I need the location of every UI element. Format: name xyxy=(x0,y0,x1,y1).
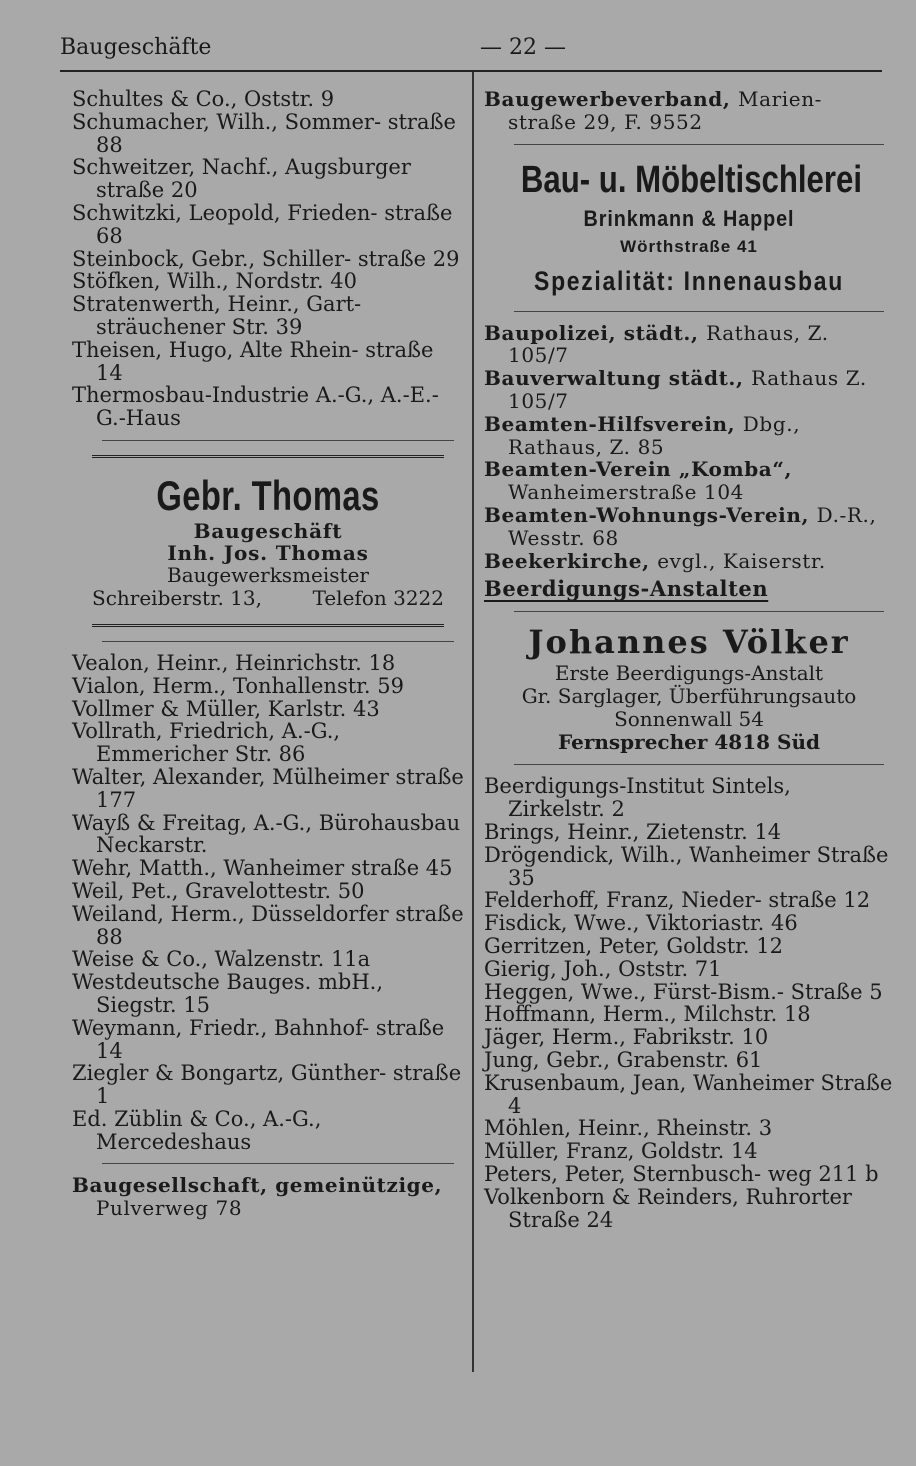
list-item: Fisdick, Wwe., Viktoriastr. 46 xyxy=(484,911,798,936)
list-item: Ed. Züblin & Co., A.-G., Mercedeshaus xyxy=(72,1106,322,1154)
list-item: Stratenwerth, Heinr., Gart- sträuchener Str. 39 xyxy=(72,292,362,339)
entry-list-top xyxy=(72,88,464,430)
ad-phone: Telefon 3222 xyxy=(312,585,444,610)
list-item: Weil, Pet., Gravelottestr. 50 xyxy=(72,878,365,903)
list-item xyxy=(484,550,894,573)
list-item: Ziegler & Bongartz, Günther- straße 1 xyxy=(72,1061,462,1109)
list-item: Westdeutsche Bauges. mbH., Siegstr. 15 xyxy=(72,970,384,1017)
entry-name: Baugewerbeverband, xyxy=(484,87,731,111)
entry-detail: Marien- straße 29, F. 9552 xyxy=(508,87,823,134)
entry-name: Beamten-Hilfsverein, xyxy=(484,411,736,436)
list-item xyxy=(484,458,894,504)
ad-line: Erste Beerdigungs-Anstalt xyxy=(554,661,824,686)
ad-moebeltischlerei xyxy=(484,155,894,301)
list-item: Vealon, Heinr., Heinrichstr. 18 xyxy=(72,650,396,675)
ad-owner: Inh. Jos. Thomas xyxy=(167,540,369,565)
list-item xyxy=(484,504,894,550)
entry-detail: evgl., Kaiserstr. xyxy=(657,548,826,573)
ad-border-bottom xyxy=(92,624,444,627)
ad-line: Gr. Sarglager, Überführungsauto xyxy=(521,684,857,709)
list-item: Schumacher, Wilh., Sommer- straße 88 xyxy=(72,109,456,157)
ad-gebr-thomas xyxy=(72,472,464,610)
ad-owners: Brinkmann & Happel xyxy=(583,205,795,231)
entry-detail: Rathaus, Z. 105/7 xyxy=(508,320,829,368)
list-item: Schwitzki, Leopold, Frieden- straße 68 xyxy=(72,200,453,248)
list-item: Drögendick, Wilh., Wanheimer Straße 35 xyxy=(484,842,889,890)
list-item: Vollmer & Müller, Karlstr. 43 xyxy=(72,696,380,721)
entry-detail: D.-R., Wesstr. 68 xyxy=(508,502,877,550)
list-item: Peters, Peter, Sternbusch- weg 211 b xyxy=(484,1161,879,1186)
ad-title: Johannes Völker xyxy=(528,623,850,662)
list-item: Brings, Heinr., Zietenstr. 14 xyxy=(484,819,782,844)
entry-detail: Pulverweg 78 xyxy=(96,1196,243,1221)
list-item: Wayß & Freitag, A.-G., Bürohausbau Neckarstr. xyxy=(72,810,461,858)
list-item xyxy=(484,322,894,368)
entry-list-bottom xyxy=(72,652,464,1154)
footer-entry xyxy=(72,1174,464,1220)
list-item xyxy=(484,88,894,134)
ad-address: Wörthstraße 41 xyxy=(620,236,758,256)
list-item xyxy=(484,413,894,459)
ad-line: Sonnenwall 54 xyxy=(614,707,764,732)
list-item: Walter, Alexander, Mülheimer straße 177 xyxy=(72,764,464,812)
list-item: Schweitzer, Nachf., Augsburger straße 20 xyxy=(72,155,411,203)
ad-phone: Fernsprecher 4818 Süd xyxy=(558,730,820,755)
ad-address-line xyxy=(72,586,464,610)
list-item: Weiland, Herm., Düsseldorfer straße 88 xyxy=(72,901,464,949)
list-item: Heggen, Wwe., Fürst-Bism.- Straße 5 xyxy=(484,979,883,1004)
entry-name: Bauverwaltung städt., xyxy=(484,366,744,391)
bold-entry-list xyxy=(484,322,894,573)
entry-name: Baugesellschaft, gemeinützige, xyxy=(72,1173,443,1198)
page-header xyxy=(60,30,882,70)
list-item: Beerdigungs-Institut Sintels, Zirkelstr. 2 xyxy=(484,774,791,822)
list-item: Volkenborn & Reinders, Ruhrorter Straße 24 xyxy=(484,1184,852,1232)
ad-title: Bau- u. Möbeltischlerei xyxy=(520,158,862,201)
right-column xyxy=(484,88,894,1231)
list-item xyxy=(484,367,894,413)
entry-detail: Wanheimerstraße 104 xyxy=(508,480,745,505)
page-number: — 22 — xyxy=(480,35,566,60)
ad-border-top xyxy=(92,455,444,458)
ad-business: Baugeschäft xyxy=(193,518,343,543)
separator xyxy=(514,764,884,765)
list-item: Müller, Franz, Goldstr. 14 xyxy=(484,1139,758,1164)
list-item: Weymann, Friedr., Bahnhof- straße 14 xyxy=(72,1015,445,1063)
list-item: Krusenbaum, Jean, Wanheimer Straße 4 xyxy=(484,1070,893,1118)
left-column xyxy=(72,88,464,1220)
list-item: Felderhoff, Franz, Nieder- straße 12 xyxy=(484,888,871,913)
separator xyxy=(102,440,454,441)
ad-owner-title: Baugewerksmeister xyxy=(167,562,369,587)
separator xyxy=(102,641,454,642)
list-item xyxy=(72,1174,464,1220)
entry-name: Beamten-Wohnungs-Verein, xyxy=(484,502,810,527)
entry-name: Beamten-Verein „Komba“, xyxy=(484,457,793,482)
ad-address: Schreiberstr. 13, xyxy=(92,585,262,610)
section-heading: Beerdigungs-Anstalten xyxy=(484,576,769,602)
list-item: Stöfken, Wilh., Nordstr. 40 xyxy=(72,269,357,294)
running-head: Baugeschäfte xyxy=(60,35,212,60)
list-item: Hoffmann, Herm., Milchstr. 18 xyxy=(484,1002,811,1027)
separator xyxy=(514,611,884,612)
entry-detail: Rathaus Z. 105/7 xyxy=(508,366,867,413)
list-item: Theisen, Hugo, Alte Rhein- straße 14 xyxy=(72,337,434,385)
column-divider xyxy=(472,72,474,1372)
separator xyxy=(102,1163,454,1164)
list-item: Möhlen, Heinr., Rheinstr. 3 xyxy=(484,1116,773,1141)
entry-name: Baupolizei, städt., xyxy=(484,320,699,345)
list-item: Wehr, Matth., Wanheimer straße 45 xyxy=(72,856,453,881)
list-item: Vollrath, Friedrich, A.-G., Emmericher Str. 86 xyxy=(72,719,341,767)
list-item: Jung, Gebr., Grabenstr. 61 xyxy=(484,1047,763,1072)
list-item: Jäger, Herm., Fabrikstr. 10 xyxy=(484,1025,769,1050)
ad-johannes-voelker xyxy=(484,622,894,754)
header-rule xyxy=(60,70,882,72)
separator xyxy=(514,144,884,145)
list-item: Thermosbau-Industrie A.-G., A.-E.-G.-Haus xyxy=(72,383,439,431)
entry-detail: Dbg., Rathaus, Z. 85 xyxy=(508,411,801,459)
list-item: Gierig, Joh., Oststr. 71 xyxy=(484,956,722,981)
entry-name: Beekerkirche, xyxy=(484,548,650,573)
separator xyxy=(514,311,884,312)
entry-list xyxy=(484,775,894,1231)
list-item: Vialon, Herm., Tonhallenstr. 59 xyxy=(72,673,404,698)
list-item: Steinbock, Gebr., Schiller- straße 29 xyxy=(72,246,460,271)
list-item: Schultes & Co., Oststr. 9 xyxy=(72,87,335,111)
list-item: Weise & Co., Walzenstr. 11a xyxy=(72,947,371,972)
ad-title: Gebr. Thomas xyxy=(156,471,380,519)
ad-speciality: Spezialität: Innenausbau xyxy=(534,265,844,296)
list-item: Gerritzen, Peter, Goldstr. 12 xyxy=(484,933,783,958)
